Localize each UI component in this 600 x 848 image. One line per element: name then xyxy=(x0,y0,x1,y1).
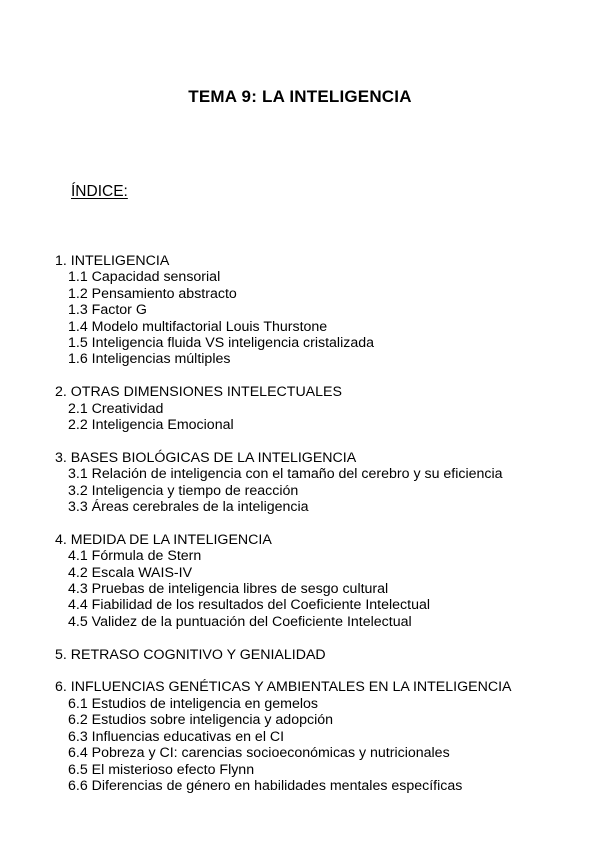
toc-item: 6.6 Diferencias de género en habilidades mentales específicas xyxy=(68,777,463,794)
toc-item: 6.3 Influencias educativas en el CI xyxy=(68,728,285,745)
toc-item: 6.2 Estudios sobre inteligencia y adopción xyxy=(68,712,334,729)
toc-item: 1.5 Inteligencia fluida VS inteligencia cristalizada xyxy=(68,335,375,352)
toc-item: 4.1 Fórmula de Stern xyxy=(68,548,202,565)
toc-section xyxy=(55,647,585,663)
toc-item: 1.3 Factor G xyxy=(68,302,147,319)
toc-item: 4.3 Pruebas de inteligencia libres de sesgo cultural xyxy=(68,581,389,598)
toc-section xyxy=(55,253,585,368)
toc-item: 2.2 Inteligencia Emocional xyxy=(68,417,234,434)
toc-item: 4.2 Escala WAIS-IV xyxy=(68,564,193,581)
toc-section-title: 5. RETRASO COGNITIVO Y GENIALIDAD xyxy=(55,646,326,663)
toc-section-title: 1. INTELIGENCIA xyxy=(55,253,170,269)
toc-section-title: 2. OTRAS DIMENSIONES INTELECTUALES xyxy=(55,384,342,401)
toc-section xyxy=(55,532,585,630)
toc-item: 2.1 Creatividad xyxy=(68,400,164,417)
toc-item: 6.4 Pobreza y CI: carencias socioeconómicas y nutricionales xyxy=(68,745,450,762)
toc-item: 1.2 Pensamiento abstracto xyxy=(68,285,237,302)
toc-section xyxy=(55,679,585,794)
toc-item: 1.4 Modelo multifactorial Louis Thurstone xyxy=(68,318,328,335)
toc-item: 6.1 Estudios de inteligencia en gemelos xyxy=(68,695,319,712)
toc-item: 3.2 Inteligencia y tiempo de reacción xyxy=(68,482,299,499)
toc-item: 4.5 Validez de la puntuación del Coeficiente Intelectual xyxy=(68,613,412,630)
toc-item: 4.4 Fiabilidad de los resultados del Coeficiente Intelectual xyxy=(68,597,431,614)
toc-item: 3.3 Áreas cerebrales de la inteligencia xyxy=(68,499,309,516)
toc-section-title: 6. INFLUENCIAS GENÉTICAS Y AMBIENTALES EN LA INTELIGENCIA xyxy=(55,679,512,696)
toc-item: 1.6 Inteligencias múltiples xyxy=(68,351,231,368)
toc-item: 6.5 El misterioso efecto Flynn xyxy=(68,761,255,778)
toc-item: 3.1 Relación de inteligencia con el tamaño del cerebro y su eficiencia xyxy=(68,466,503,483)
table-of-contents xyxy=(55,253,585,811)
index-heading: ÍNDICE: xyxy=(71,183,128,200)
toc-section-title: 4. MEDIDA DE LA INTELIGENCIA xyxy=(55,531,272,548)
toc-item: 1.1 Capacidad sensorial xyxy=(68,269,221,286)
toc-section xyxy=(55,384,585,433)
toc-section-title: 3. BASES BIOLÓGICAS DE LA INTELIGENCIA xyxy=(55,449,357,466)
toc-section xyxy=(55,450,585,516)
page-title: TEMA 9: LA INTELIGENCIA xyxy=(188,87,412,106)
